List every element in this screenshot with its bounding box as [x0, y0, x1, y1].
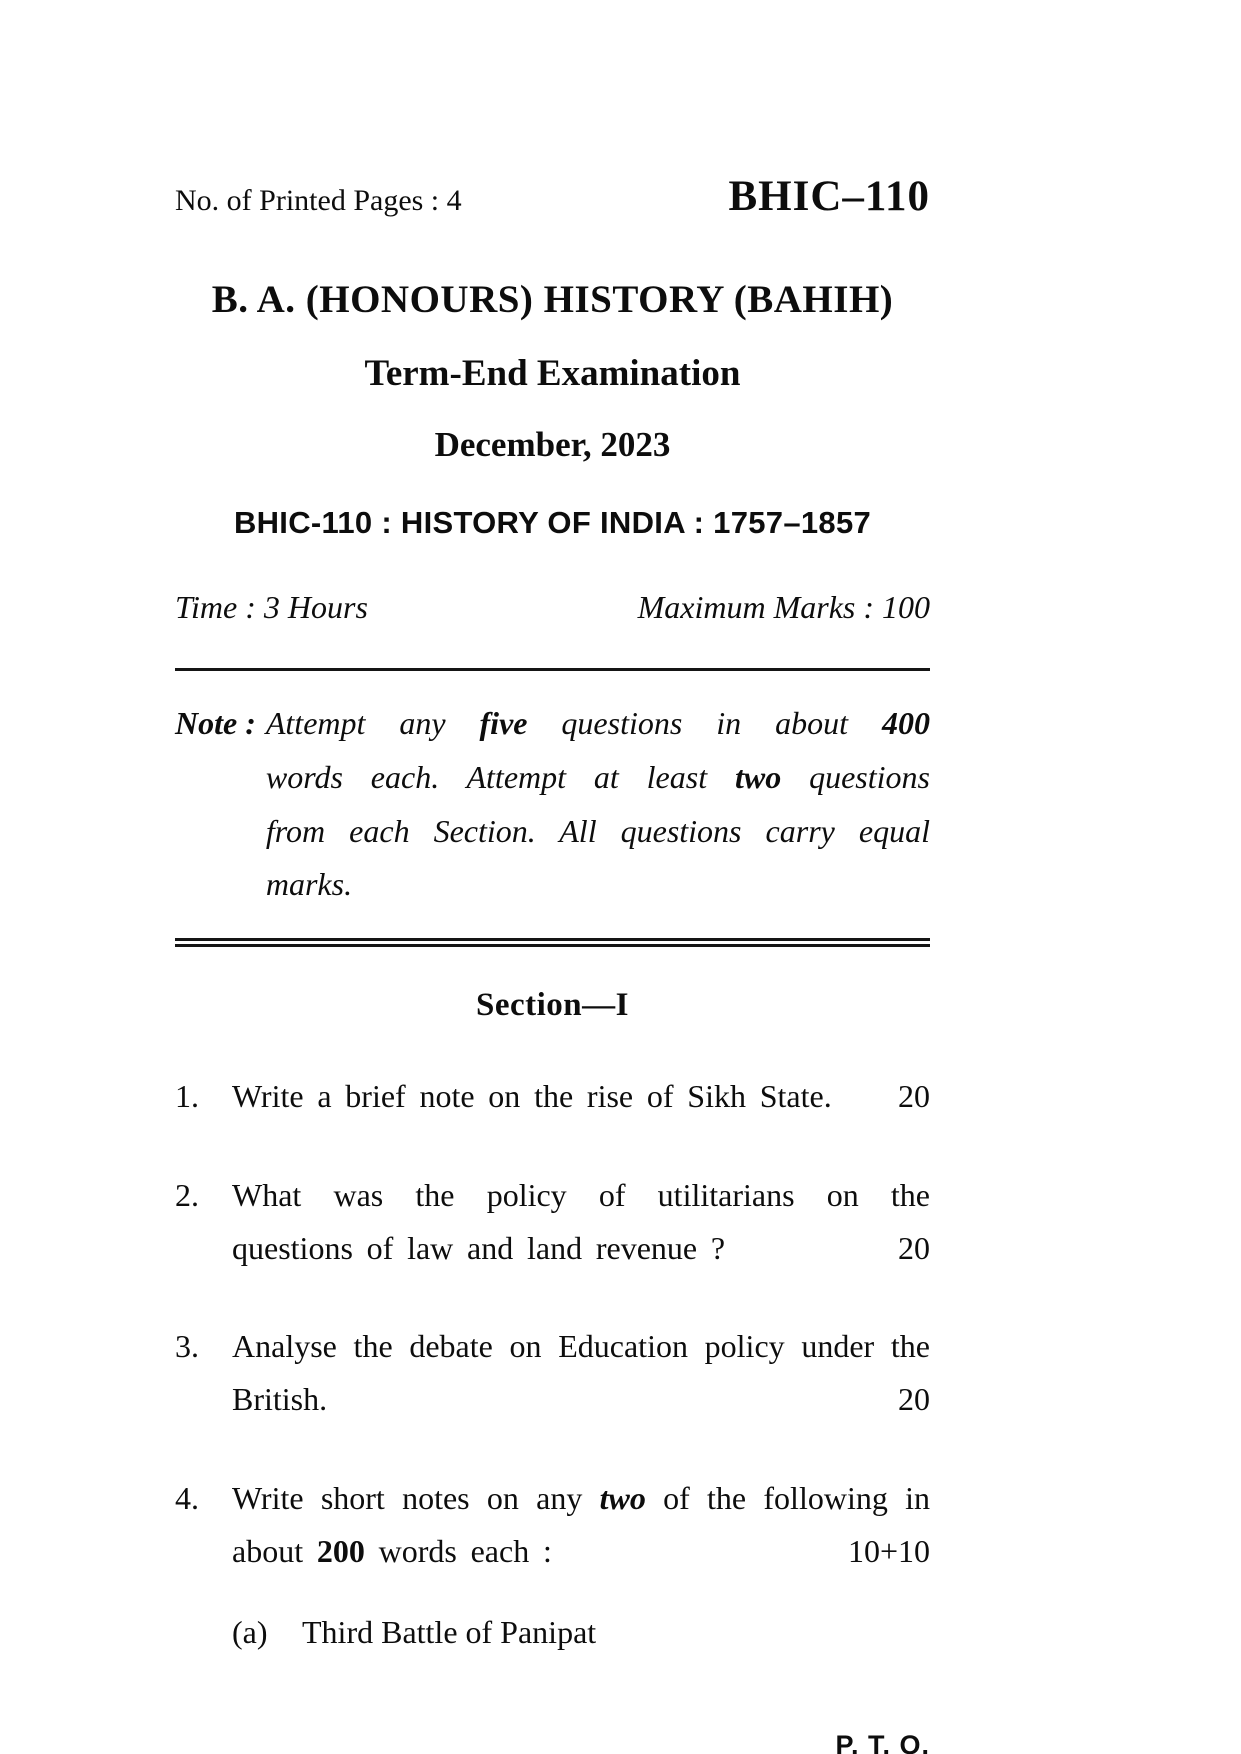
question-4-subitem-a — [232, 1606, 930, 1659]
question-number: 3. — [175, 1328, 199, 1365]
note-emphasis: five — [479, 705, 528, 741]
question-number: 4. — [175, 1479, 199, 1516]
question-text — [232, 1070, 930, 1123]
question-2 — [175, 1169, 930, 1275]
divider-single — [175, 668, 930, 671]
question-marks: 20 — [898, 1381, 930, 1418]
question-emphasis: two — [599, 1479, 646, 1516]
time-marks-row — [175, 589, 930, 626]
question-text-content: words each : — [364, 1532, 552, 1569]
question-text — [232, 1472, 930, 1578]
question-body — [232, 1169, 930, 1275]
question-text — [232, 1320, 930, 1426]
note-seg: questions in about — [527, 705, 882, 741]
maximum-marks: Maximum Marks : 100 — [637, 589, 930, 625]
question-number: 2. — [175, 1176, 199, 1213]
paper-code: BHIC–110 — [728, 173, 930, 220]
note-text — [266, 697, 930, 912]
note-block — [175, 697, 930, 912]
section-heading: Section—I — [476, 987, 629, 1023]
time-allowed: Time : 3 Hours — [175, 589, 368, 625]
program-title: B. A. (HONOURS) HISTORY (BAHIH) — [211, 278, 894, 321]
question-text-content: Write a brief note on the rise of Sikh State. — [232, 1078, 832, 1114]
note-emphasis: two — [734, 758, 782, 795]
question-text-content: What was the policy of utilitarians on the questions of law and land revenue ? — [232, 1176, 930, 1266]
divider-double — [175, 938, 930, 947]
note-emphasis: 400 — [881, 705, 930, 741]
question-text-content: Analyse the debate on Education policy under the British. — [232, 1328, 930, 1418]
exam-name: Term-End Examination — [364, 353, 741, 394]
printed-pages-label: No. of Printed Pages : 4 — [175, 184, 462, 217]
subitem-text: Third Battle of Panipat — [302, 1613, 597, 1650]
subitem-label: (a) — [232, 1613, 268, 1650]
question-text-content: of the following in about — [232, 1479, 930, 1569]
note-seg: questions from each Section. All questions carry equal marks. — [265, 758, 930, 903]
question-number: 1. — [175, 1078, 199, 1114]
exam-session: December, 2023 — [434, 425, 671, 464]
title-block — [175, 277, 930, 541]
note-seg: Attempt any — [265, 705, 480, 741]
question-body — [232, 1320, 930, 1426]
question-emphasis: 200 — [316, 1532, 365, 1569]
question-marks: 20 — [898, 1229, 930, 1266]
note-label: Note : — [175, 705, 256, 741]
question-1 — [175, 1070, 930, 1123]
question-4 — [175, 1472, 930, 1658]
question-marks: 20 — [898, 1078, 930, 1114]
note-seg: words each. Attempt at least — [265, 758, 735, 795]
question-body — [232, 1472, 930, 1658]
question-3 — [175, 1320, 930, 1426]
question-body — [232, 1070, 930, 1123]
page-header — [175, 172, 930, 221]
question-text-content: Write short notes on any — [232, 1479, 600, 1516]
question-text — [232, 1169, 930, 1275]
question-marks: 10+10 — [847, 1532, 930, 1569]
subject-line: BHIC-110 : HISTORY OF INDIA : 1757–1857 — [233, 505, 872, 540]
pto-label: P. T. O. — [835, 1730, 930, 1754]
